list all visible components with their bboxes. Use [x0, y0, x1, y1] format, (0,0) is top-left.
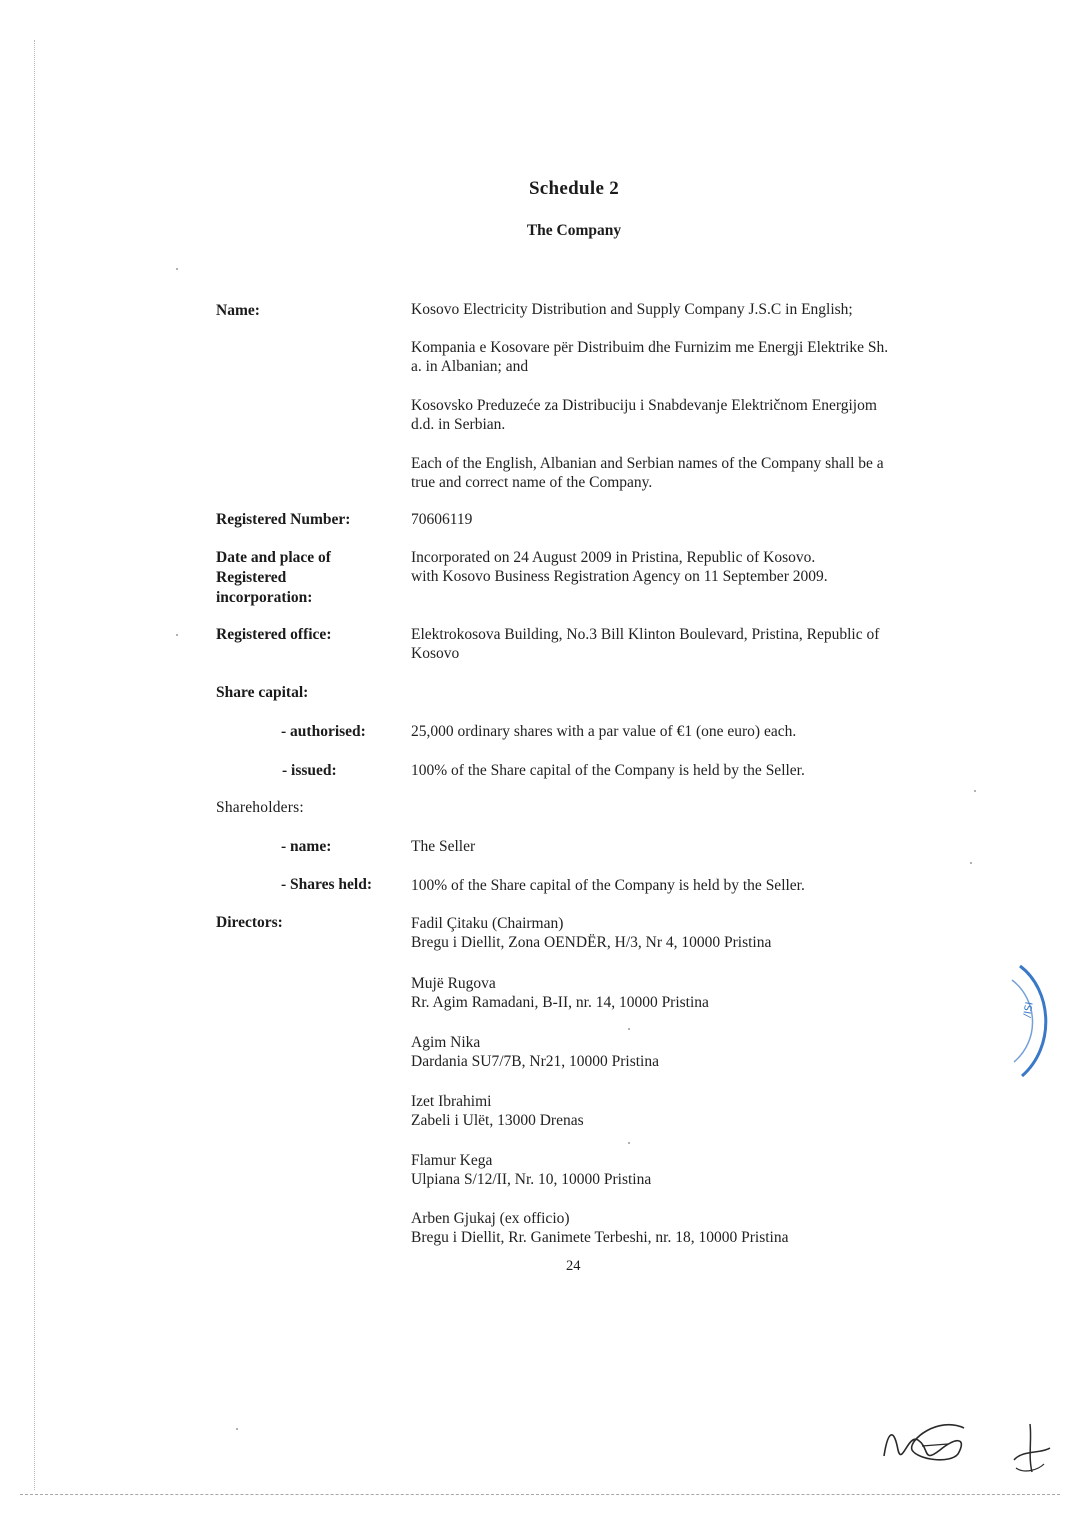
shareholders-label: Shareholders: — [216, 799, 304, 816]
date-place-value — [411, 548, 951, 586]
date-place-label-line: incorporation: — [216, 589, 313, 606]
shareholders-name-value: The Seller — [411, 838, 476, 855]
scan-edge-left — [34, 40, 35, 1490]
name-note-line: Each of the English, Albanian and Serbian names of the Company shall be a — [411, 455, 884, 472]
director-address: Zabeli i Ulët, 13000 Drenas — [411, 1112, 584, 1129]
signature-icon — [1010, 1420, 1060, 1480]
name-serbian-line: d.d. in Serbian. — [411, 416, 506, 433]
director-name: Arben Gjukaj (ex officio) — [411, 1210, 570, 1227]
signature-icon — [878, 1410, 988, 1470]
name-note-line: true and correct name of the Company. — [411, 474, 653, 491]
date-place-value-line: Incorporated on 24 August 2009 in Pristina, Republic of Kosovo. — [411, 549, 816, 566]
date-place-label-line: Registered — [216, 569, 287, 586]
director-name: Mujë Rugova — [411, 975, 496, 992]
registered-office-label: Registered office: — [216, 626, 332, 643]
scan-speck — [236, 1428, 238, 1430]
schedule-subtitle: The Company — [526, 222, 622, 239]
name-english — [411, 300, 951, 319]
share-capital-issued-label: - issued: — [282, 762, 337, 779]
director-entry — [411, 1151, 951, 1189]
name-albanian-line: a. in Albanian; and — [411, 358, 529, 375]
registered-number-value: 70606119 — [411, 511, 473, 528]
director-entry — [411, 974, 951, 1012]
shareholders-name-label: - name: — [281, 838, 332, 855]
shareholders-shares-value: 100% of the Share capital of the Company is held by the Seller. — [411, 877, 805, 894]
name-albanian-line: Kompania e Kosovare për Distribuim dhe Furnizim me Energji Elektrike Sh. — [411, 339, 889, 356]
director-entry — [411, 914, 951, 952]
director-entry — [411, 1209, 951, 1247]
scan-speck — [628, 1028, 630, 1030]
date-place-value-line: with Kosovo Business Registration Agency on 11 September 2009. — [411, 568, 828, 585]
share-capital-authorised-label: - authorised: — [281, 723, 366, 740]
scan-speck — [176, 634, 178, 636]
name-english-line: Kosovo Electricity Distribution and Supply Company J.S.C in English; — [411, 301, 853, 318]
director-name: Flamur Kega — [411, 1152, 493, 1169]
registered-number-label: Registered Number: — [216, 511, 351, 528]
director-name: Agim Nika — [411, 1034, 481, 1051]
name-albanian — [411, 338, 951, 376]
scan-speck — [970, 862, 972, 864]
registered-office-value — [411, 625, 951, 663]
name-serbian — [411, 396, 951, 434]
scan-speck — [974, 790, 976, 792]
name-label: Name: — [216, 302, 260, 319]
share-capital-label: Share capital: — [216, 684, 309, 701]
scan-edge-bottom — [20, 1494, 1060, 1495]
share-capital-authorised-value: 25,000 ordinary shares with a par value of €1 (one euro) each. — [411, 723, 797, 740]
date-place-label — [216, 548, 331, 608]
page-number: 24 — [566, 1258, 581, 1274]
director-entry — [411, 1033, 951, 1071]
share-capital-issued-value: 100% of the Share capital of the Company is held by the Seller. — [411, 762, 805, 779]
director-entry — [411, 1092, 951, 1130]
scan-speck — [176, 268, 178, 270]
name-note — [411, 454, 951, 492]
director-address: Dardania SU7/7B, Nr21, 10000 Pristina — [411, 1053, 659, 1070]
stamp-icon — [1008, 960, 1068, 1080]
directors-label: Directors: — [216, 914, 283, 931]
scan-speck — [628, 1142, 630, 1144]
svg-text:/ISI: /ISI — [1022, 1001, 1036, 1019]
director-address: Bregu i Diellit, Zona OENDËR, H/3, Nr 4, 10000 Pristina — [411, 934, 772, 951]
director-name: Fadil Çitaku (Chairman) — [411, 915, 564, 932]
director-address: Ulpiana S/12/II, Nr. 10, 10000 Pristina — [411, 1171, 652, 1188]
schedule-title: Schedule 2 — [528, 178, 620, 199]
registered-office-line: Elektrokosova Building, No.3 Bill Klinton Boulevard, Pristina, Republic of — [411, 626, 880, 643]
director-address: Bregu i Diellit, Rr. Ganimete Terbeshi, nr. 18, 10000 Pristina — [411, 1229, 789, 1246]
registered-office-line: Kosovo — [411, 645, 460, 662]
shareholders-shares-label: - Shares held: — [281, 876, 373, 893]
director-name: Izet Ibrahimi — [411, 1093, 492, 1110]
name-serbian-line: Kosovsko Preduzeće za Distribuciju i Snabdevanje Električnom Energijom — [411, 397, 877, 414]
date-place-label-line: Date and place of — [216, 549, 331, 566]
director-address: Rr. Agim Ramadani, B-II, nr. 14, 10000 Pristina — [411, 994, 709, 1011]
